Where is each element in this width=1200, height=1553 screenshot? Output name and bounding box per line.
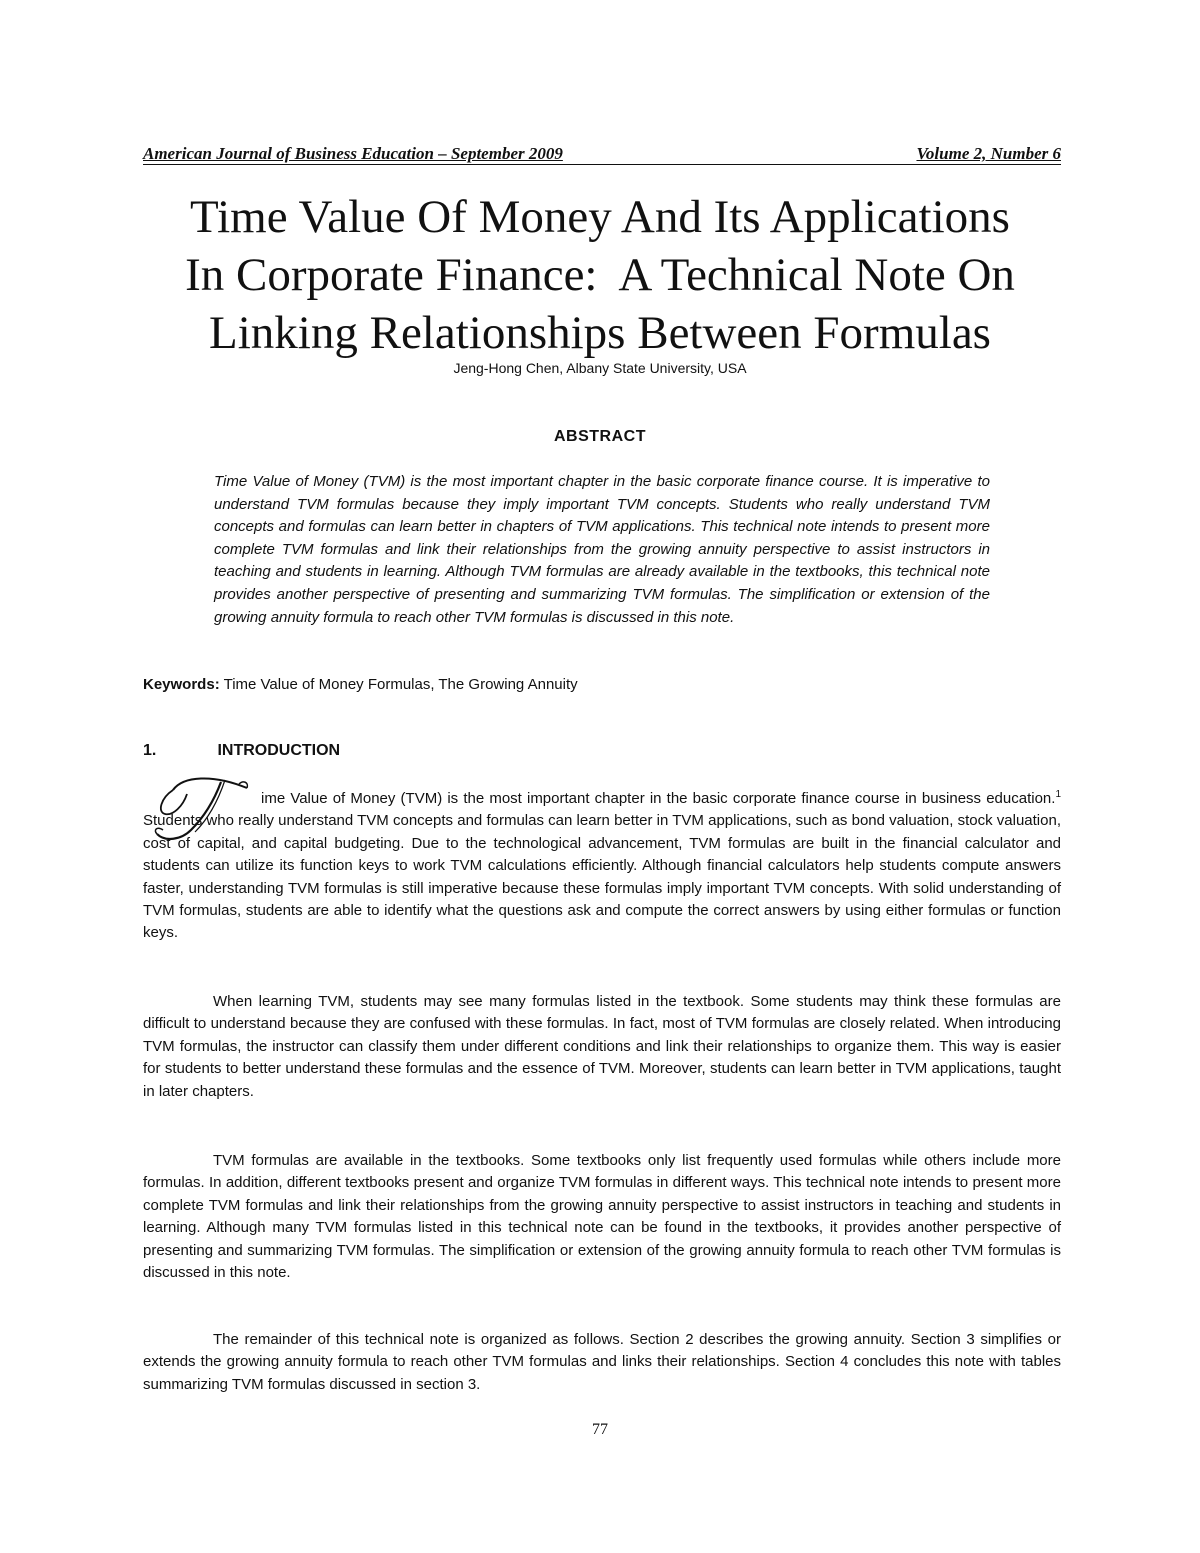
section-heading xyxy=(143,742,1061,760)
intro-paragraph-4: The remainder of this technical note is organized as follows. Section 2 describes the growing annuity. Section 3 simplifies or extends the growing annuity formula to reach other TVM formulas and links their relationships. Section 4 concludes this note with tables summarizing TVM formulas discussed in section 3. xyxy=(143,1331,1061,1393)
title-line-1: Time Value Of Money And Its Applications xyxy=(190,191,1010,243)
volume-number: Volume 2, Number 6 xyxy=(916,144,1061,163)
abstract-text: Time Value of Money (TVM) is the most important chapter in the basic corporate finance course. It is imperative to understand TVM formulas because they imply important TVM concepts. Students who really understand TVM concepts and formulas can learn better in chapters of TVM applications. This technical note intends to present more complete TVM formulas and link their relationships from the growing annuity perspective to assist instructors in teaching and students in learning. Although TVM formulas are already available in the textbooks, this technical note provides another perspective of presenting and summarizing TVM formulas. The simplification or extension of the growing annuity formula to reach other TVM formulas is discussed in this note. xyxy=(214,473,990,626)
author-line: Jeng-Hong Chen, Albany State University, USA xyxy=(453,360,747,376)
running-header xyxy=(143,144,1061,165)
page-number: 77 xyxy=(592,1421,608,1438)
paper-title xyxy=(100,188,1100,362)
section-number: 1. xyxy=(143,742,157,759)
intro-paragraph-3: TVM formulas are available in the textbooks. Some textbooks only list frequently used formulas while others include more formulas. In addition, different textbooks present and organize TVM formulas in different ways. This technical note intends to present more complete TVM formulas and link their relationships from the growing annuity perspective to assist instructors in teaching and students in learning. Although many TVM formulas listed in this technical note can be found in the textbooks, it provides another perspective of presenting and summarizing TVM formulas. The simplification or extension of the growing annuity formula to reach other TVM formulas is discussed in this note. xyxy=(143,1152,1061,1282)
abstract-heading: ABSTRACT xyxy=(554,428,646,445)
title-line-3: Linking Relationships Between Formulas xyxy=(209,307,991,359)
keywords-label: Keywords: xyxy=(143,676,220,693)
keywords-text: Time Value of Money Formulas, The Growing Annuity xyxy=(223,676,578,693)
intro-paragraph-1 xyxy=(143,788,1061,945)
footnote-marker[interactable]: 1 xyxy=(1055,789,1061,800)
intro-paragraph-1-part-b: Students who really understand TVM concepts and formulas can learn better in TVM applications, such as bond valuation, stock valuation, cost of capital, and capital budgeting. Due to the technological advancement, TVM formulas are built in the financial calculator and students can utilize its function keys to work TVM calculations efficiently. Although financial calculators help students compute answers faster, understanding TVM formulas is still imperative because these formulas imply important TVM concepts. With solid understanding of TVM formulas, students are able to identify what the questions ask and compute the correct answers by using either formulas or function keys. xyxy=(143,812,1061,942)
intro-paragraph-1-part-a: ime Value of Money (TVM) is the most important chapter in the basic corporate finance course in business education. xyxy=(261,790,1056,807)
keywords xyxy=(143,676,1061,693)
intro-paragraph-2: When learning TVM, students may see many formulas listed in the textbook. Some students may think these formulas are difficult to understand because they are confused with these formulas. In fact, most of TVM formulas are closely related. When introducing TVM formulas, the instructor can classify them under different conditions and link their relationships to organize them. This way is easier for students to better understand these formulas and the essence of TVM. Moreover, students can learn better in TVM applications, taught in later chapters. xyxy=(143,993,1061,1100)
journal-name: American Journal of Business Education – September 2009 xyxy=(143,144,563,163)
title-line-2: In Corporate Finance: A Technical Note On xyxy=(185,249,1015,301)
section-title: INTRODUCTION xyxy=(217,742,341,759)
